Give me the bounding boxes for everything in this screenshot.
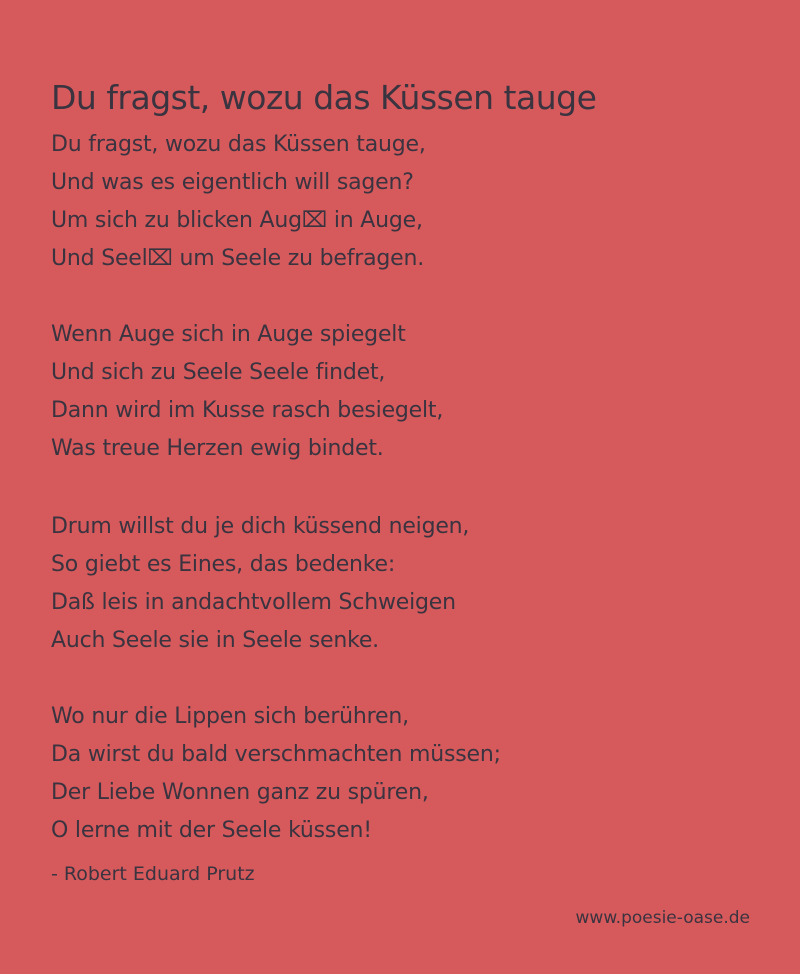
- poem-author: - Robert Eduard Prutz: [51, 863, 255, 885]
- poem-line: Und Seel⌧ um Seele zu befragen.: [51, 246, 425, 271]
- poem-line: Drum willst du je dich küssend neigen,: [51, 514, 470, 539]
- stanza-4: [51, 698, 501, 850]
- poem-line: O lerne mit der Seele küssen!: [51, 818, 372, 843]
- stanza-3: [51, 508, 469, 660]
- website-link[interactable]: www.poesie-oase.de: [575, 908, 750, 928]
- stanza-2: [51, 316, 443, 468]
- poem-line: Was treue Herzen ewig bindet.: [51, 436, 384, 461]
- poem-line: Da wirst du bald verschmachten müssen;: [51, 742, 501, 767]
- poem-line: Auch Seele sie in Seele senke.: [51, 628, 379, 653]
- poem-line: Und sich zu Seele Seele findet,: [51, 360, 386, 385]
- stanza-1: [51, 126, 426, 278]
- poem-line: So giebt es Eines, das bedenke:: [51, 552, 396, 577]
- poem-line: Um sich zu blicken Aug⌧ in Auge,: [51, 208, 423, 233]
- poem-line: Du fragst, wozu das Küssen tauge,: [51, 132, 426, 157]
- poem-line: Der Liebe Wonnen ganz zu spüren,: [51, 780, 429, 805]
- poem-line: Wenn Auge sich in Auge spiegelt: [51, 322, 406, 347]
- poem-line: Dann wird im Kusse rasch besiegelt,: [51, 398, 444, 423]
- poem-line: Und was es eigentlich will sagen?: [51, 170, 414, 195]
- poem-line: Wo nur die Lippen sich berühren,: [51, 704, 409, 729]
- poem-title: Du fragst, wozu das Küssen tauge: [51, 78, 597, 118]
- poem-line: Daß leis in andachtvollem Schweigen: [51, 590, 456, 615]
